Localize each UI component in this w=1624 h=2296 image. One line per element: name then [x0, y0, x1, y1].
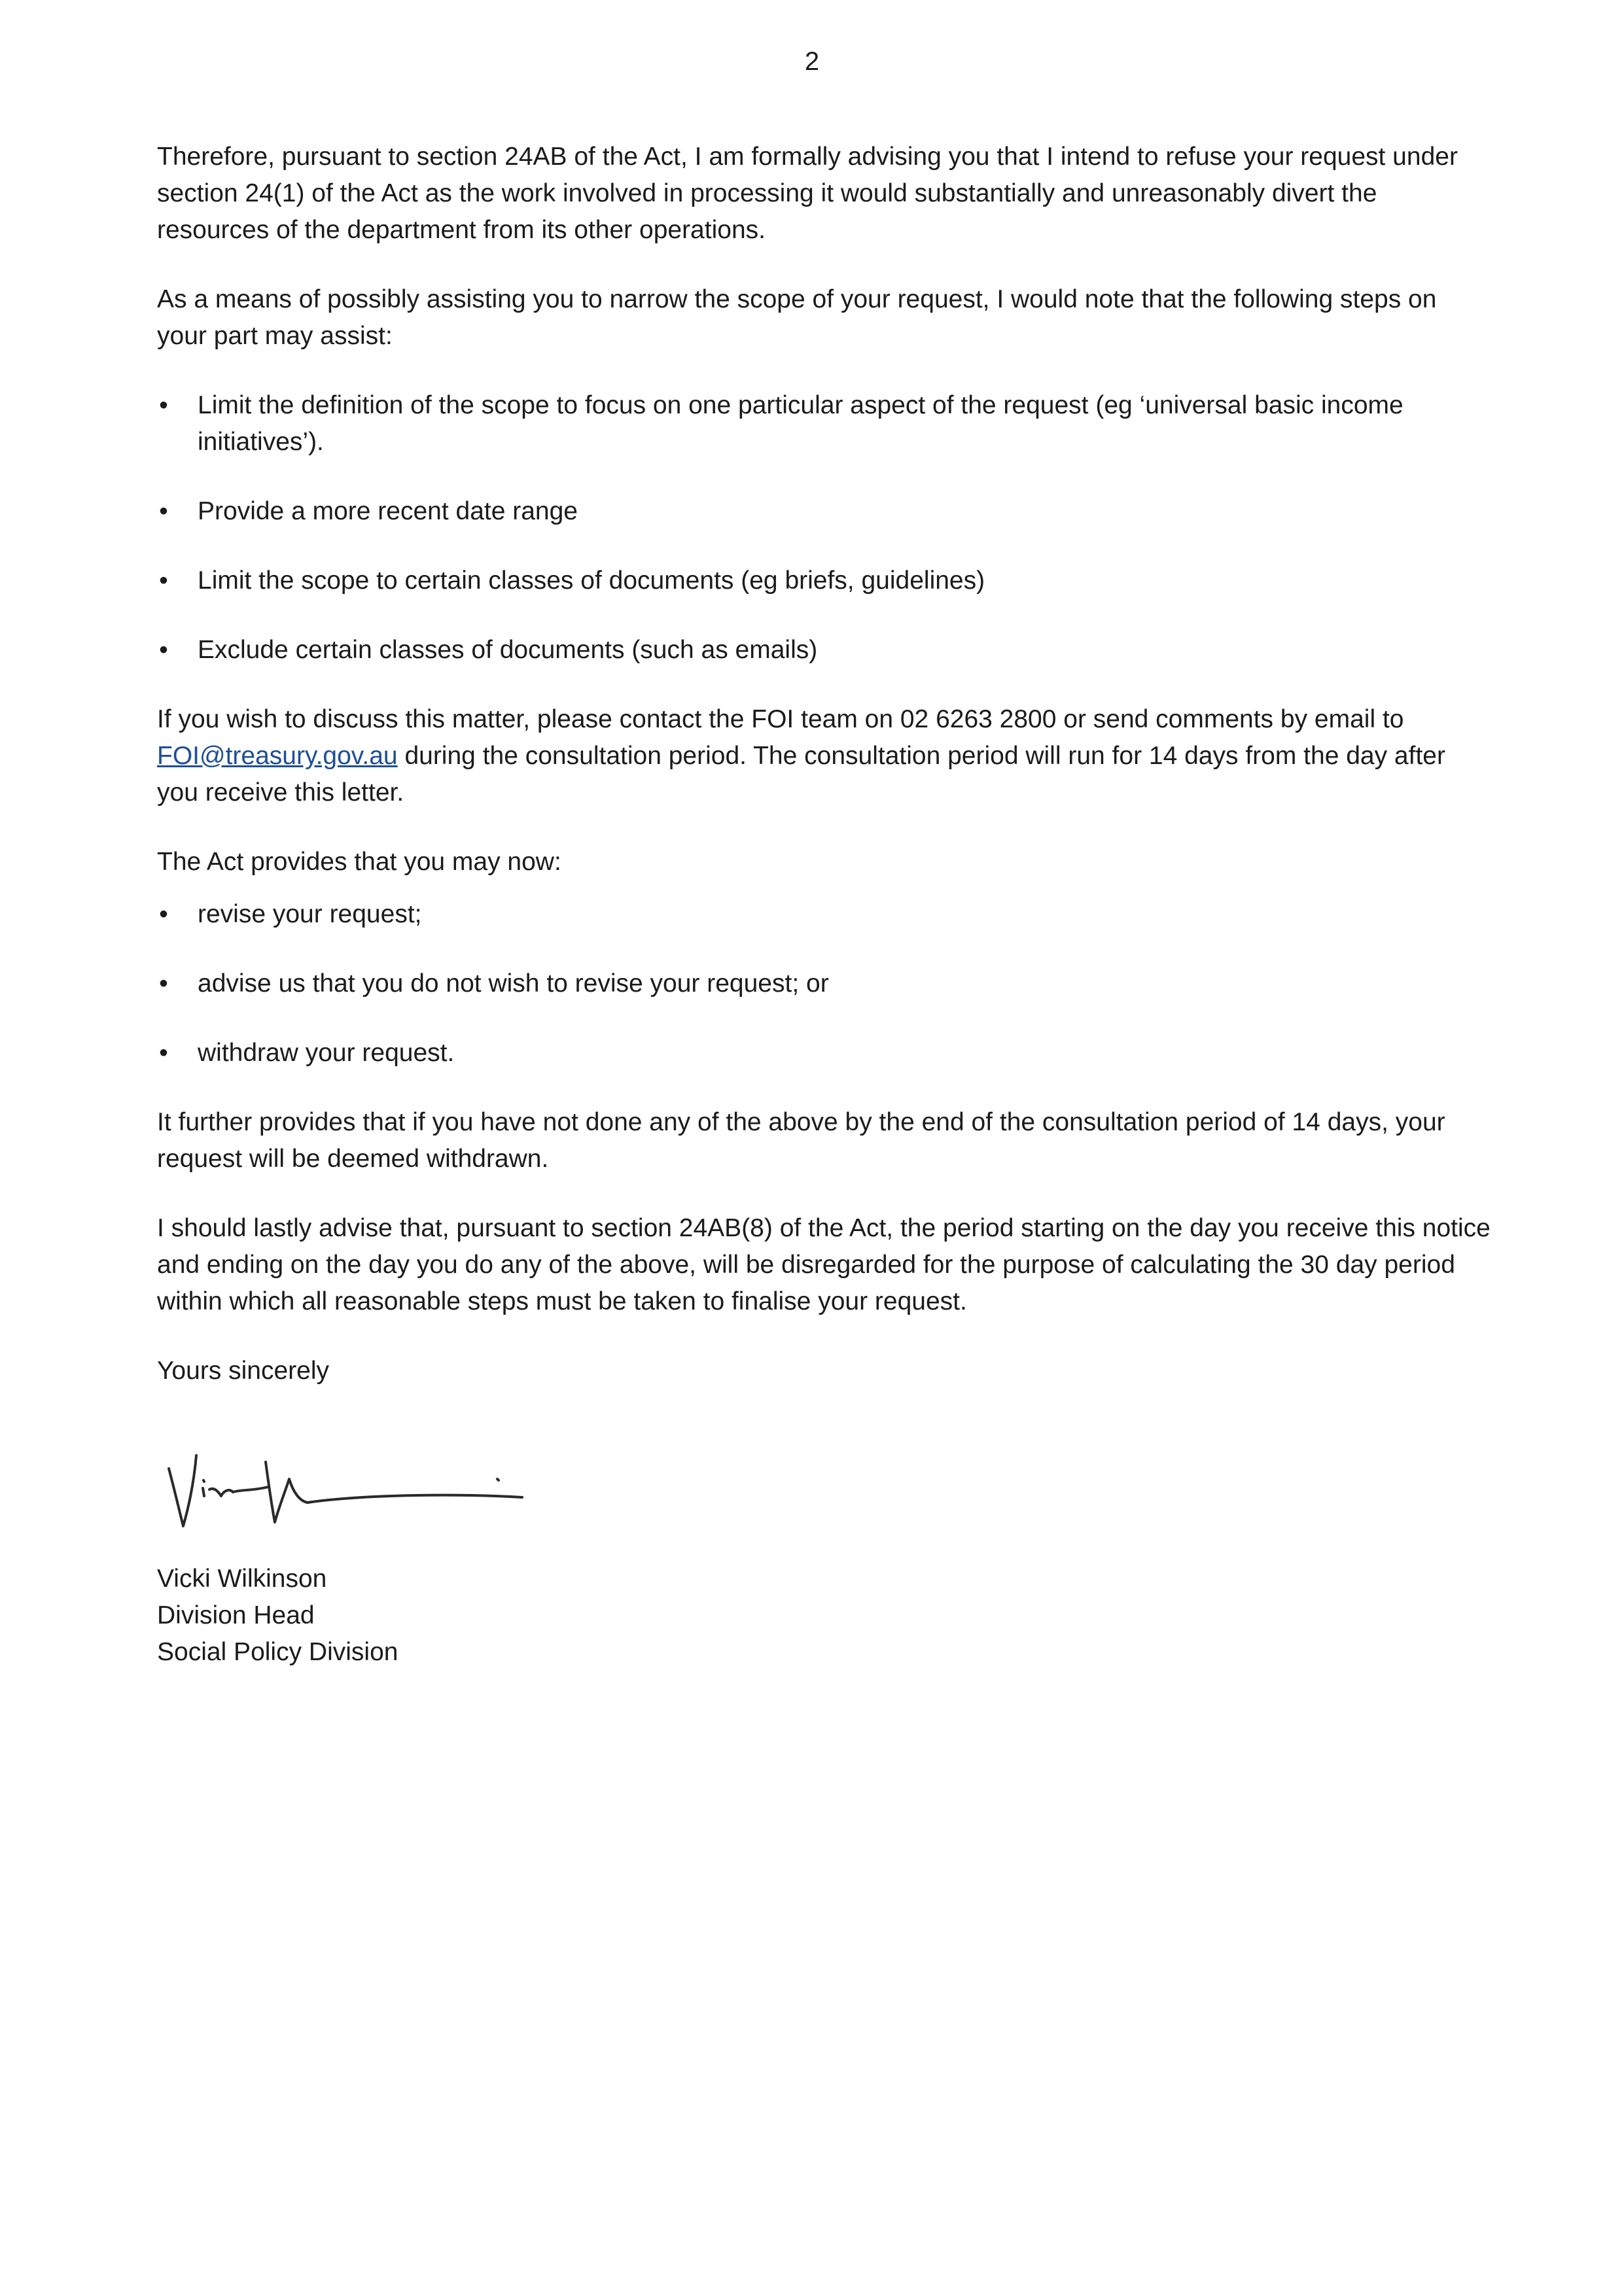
signatory-title: Division Head [157, 1601, 315, 1629]
list-item [157, 387, 1492, 461]
bullet-icon: • [159, 1039, 168, 1067]
signatory-division: Social Policy Division [157, 1638, 398, 1666]
list-item-text: Limit the definition of the scope to focus on one particular aspect of the request (eg ‘universal basic income initiatives’). [198, 391, 1403, 456]
signatory-name: Vicki Wilkinson [157, 1565, 327, 1593]
paragraph-narrow-scope-intro: As a means of possibly assisting you to narrow the scope of your request, I would note that the following steps on your part may assist: [157, 285, 1437, 350]
paragraph-refusal-notice: Therefore, pursuant to section 24AB of the Act, I am formally advising you that I intend to refuse your request under section 24(1) of the Act as the work involved in processing it would substantially and unreasonably divert the resources of the department from its other operations. [157, 143, 1458, 244]
list-item-text: withdraw your request. [198, 1039, 455, 1067]
bullet-icon: • [159, 900, 168, 928]
list-item [157, 632, 1492, 669]
list-item [157, 1035, 1492, 1071]
list-item-text: Provide a more recent date range [198, 497, 578, 525]
list-item-text: Exclude certain classes of documents (such as emails) [198, 636, 818, 664]
list-item-text: advise us that you do not wish to revise your request; or [198, 969, 829, 998]
bullet-icon: • [159, 566, 168, 595]
foi-email-link[interactable]: FOI@treasury.gov.au [157, 742, 398, 770]
closing-salutation: Yours sincerely [157, 1357, 330, 1385]
bullet-icon: • [159, 391, 168, 419]
list-item [157, 965, 1492, 1002]
bullet-icon: • [159, 497, 168, 525]
paragraph-contact [157, 701, 1492, 811]
page-number: 2 [804, 47, 820, 76]
list-item [157, 563, 1492, 599]
signatory-block [157, 1561, 398, 1671]
bullet-icon: • [159, 636, 168, 664]
contact-text-after-link: during the consultation period. The consultation period will run for 14 days from the day after you receive this letter. [157, 742, 1445, 807]
contact-text-before-link: If you wish to discuss this matter, please contact the FOI team on 02 6263 2800 or send comments by email to [157, 705, 1404, 733]
list-item [157, 896, 1492, 933]
paragraph-options-intro: The Act provides that you may now: [157, 848, 561, 876]
list-item-text: revise your request; [198, 900, 422, 928]
list-item [157, 493, 1492, 530]
bullet-icon: • [159, 969, 168, 998]
narrowing-steps-list [157, 387, 1492, 669]
handwritten-signature [156, 1449, 574, 1540]
options-list [157, 896, 1492, 1071]
paragraph-deemed-withdrawn: It further provides that if you have not done any of the above by the end of the consultation period of 14 days, your request will be deemed withdrawn. [157, 1108, 1445, 1173]
letter-body [157, 139, 1492, 1422]
paragraph-period-disregarded: I should lastly advise that, pursuant to section 24AB(8) of the Act, the period starting on the day you receive this notice and ending on the day you do any of the above, will be disregarded for the purpose of calculating the 30 day period within which all reasonable steps must be taken to finalise your request. [157, 1214, 1491, 1315]
list-item-text: Limit the scope to certain classes of documents (eg briefs, guidelines) [198, 566, 985, 595]
